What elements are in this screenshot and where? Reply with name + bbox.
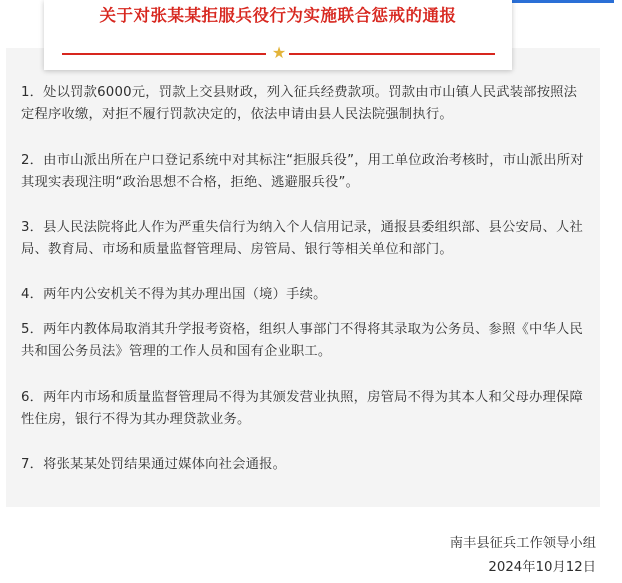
list-item: 7．将张某某处罚结果通过媒体向社会通报。: [21, 457, 287, 472]
star-icon: ★: [271, 43, 287, 62]
list-item: 1．处以罚款6000元，罚款上交县财政，列入征兵经费款项。罚款由市山镇人民武装部按照法定程序收缴，对拒不履行罚款决定的，依法申请由县人民法院强制执行。: [21, 85, 578, 122]
content-panel: [6, 48, 600, 507]
title-divider-right: [289, 53, 495, 55]
page-title: 关于对张某某拒服兵役行为实施联合惩戒的通报: [99, 6, 457, 25]
list-item: 3．县人民法院将此人作为严重失信行为纳入个人信用记录，通报县委组织部、县公安局、人社局、教育局、市场和质量监督管理局、房管局、银行等相关单位和部门。: [21, 220, 584, 257]
signature-date: 2024年10月12日: [488, 560, 596, 575]
list-item: 4．两年内公安机关不得为其办理出国（境）手续。: [21, 287, 327, 302]
list-item: 2．由市山派出所在户口登记系统中对其标注“拒服兵役”，用工单位政治考核时，市山派出所对其现实表现注明“政治思想不合格，拒绝、逃避服兵役”。: [21, 153, 584, 190]
title-divider-left: [62, 53, 266, 55]
title-card: [44, 0, 512, 70]
list-item: 5．两年内教体局取消其升学报考资格，组织人事部门不得将其录取为公务员、参照《中华人民共和国公务员法》管理的工作人员和国有企业职工。: [21, 322, 584, 359]
top-accent-line: [512, 0, 614, 3]
signature-organization: 南丰县征兵工作领导小组: [449, 536, 596, 551]
list-item: 6．两年内市场和质量监督管理局不得为其颁发营业执照，房管局不得为其本人和父母办理保障性住房，银行不得为其办理贷款业务。: [21, 390, 584, 427]
